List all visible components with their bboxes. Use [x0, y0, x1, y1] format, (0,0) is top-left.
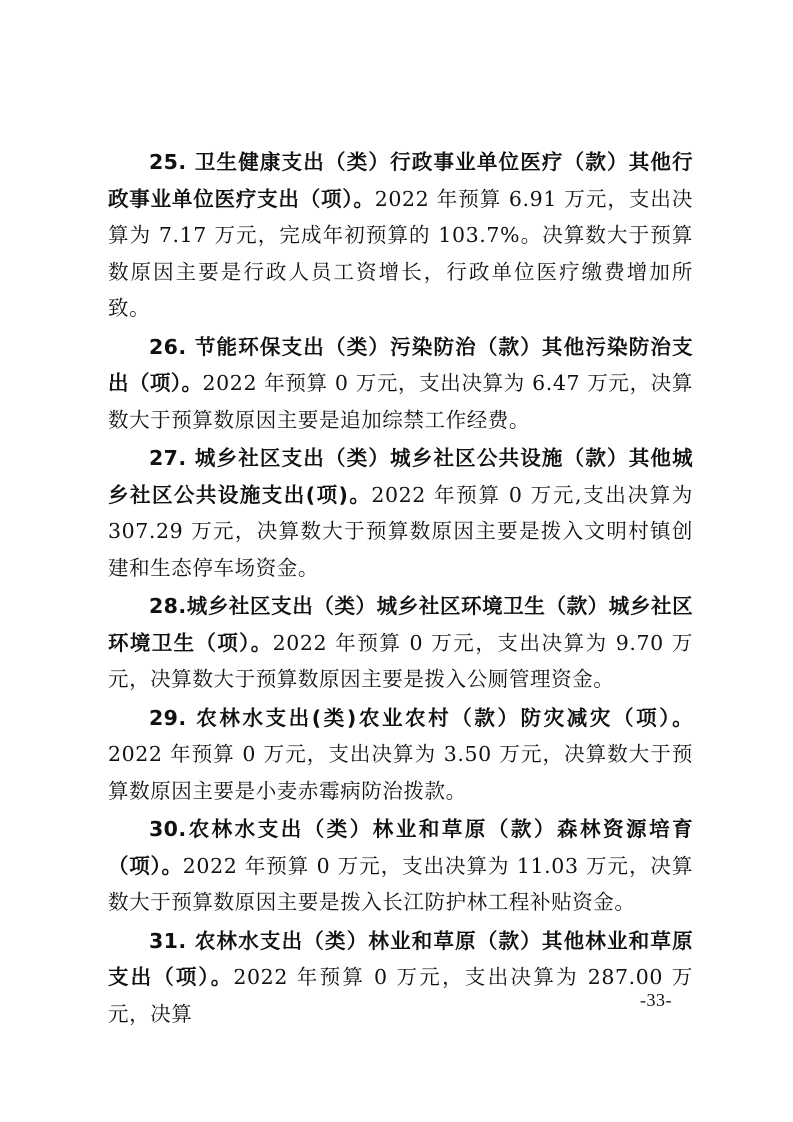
paragraph-heading: 31. 农林水支出（类）林业和草原（款）其他林业和草原支出（项）。: [108, 928, 693, 989]
paragraph-30: [108, 811, 693, 921]
document-body: [108, 144, 693, 1034]
paragraph-text: 2022 年预算 0 万元，支出决算为 287.00 万元，决算: [108, 965, 693, 1026]
paragraph-31: [108, 923, 693, 1033]
paragraph-25: [108, 144, 693, 327]
paragraph-text: 2022 年预算 0 万元，支出决算为 9.70 万元，决算数大于预算数原因主要是拨入公厕管理资金。: [108, 630, 693, 691]
paragraph-26: [108, 329, 693, 439]
paragraph-28: [108, 588, 693, 698]
paragraph-27: [108, 440, 693, 586]
paragraph-heading: 29. 农林水支出(类)农业农村（款）防灾减灾（项）。: [149, 705, 693, 730]
paragraph-text: 2022 年预算 6.91 万元，支出决算为 7.17 万元，完成年初预算的 103.7%。决算数大于预算数原因主要是行政人员工资增长，行政单位医疗缴费增加所致。: [108, 186, 693, 320]
page-number: -33-: [640, 990, 672, 1010]
paragraph-29: [108, 700, 693, 810]
paragraph-text: 2022 年预算 0 万元，支出决算为 6.47 万元，决算数大于预算数原因主要是追加综禁工作经费。: [108, 371, 693, 432]
paragraph-text: 2022 年预算 0 万元，支出决算为 11.03 万元，决算数大于预算数原因主要是拨入长江防护林工程补贴资金。: [108, 853, 693, 914]
paragraph-heading: 28.城乡社区支出（类）城乡社区环境卫生（款）城乡社区环境卫生（项）。: [108, 594, 693, 655]
paragraph-text: 2022 年预算 0 万元，支出决算为 3.50 万元，决算数大于预算数原因主要是小麦赤霉病防治拨款。: [108, 742, 693, 803]
paragraph-heading: 27. 城乡社区支出（类）城乡社区公共设施（款）其他城乡社区公共设施支出(项)。: [108, 446, 693, 507]
paragraph-text: 2022 年预算 0 万元,支出决算为 307.29 万元，决算数大于预算数原因主要是拨入文明村镇创建和生态停车场资金。: [108, 482, 693, 580]
paragraph-heading: 30.农林水支出（类）林业和草原（款）森林资源培育（项）。: [108, 817, 693, 878]
paragraph-heading: 25. 卫生健康支出（类）行政事业单位医疗（款）其他行政事业单位医疗支出（项）。: [108, 150, 693, 211]
paragraph-heading: 26. 节能环保支出（类）污染防治（款）其他污染防治支出（项）。: [108, 334, 693, 395]
